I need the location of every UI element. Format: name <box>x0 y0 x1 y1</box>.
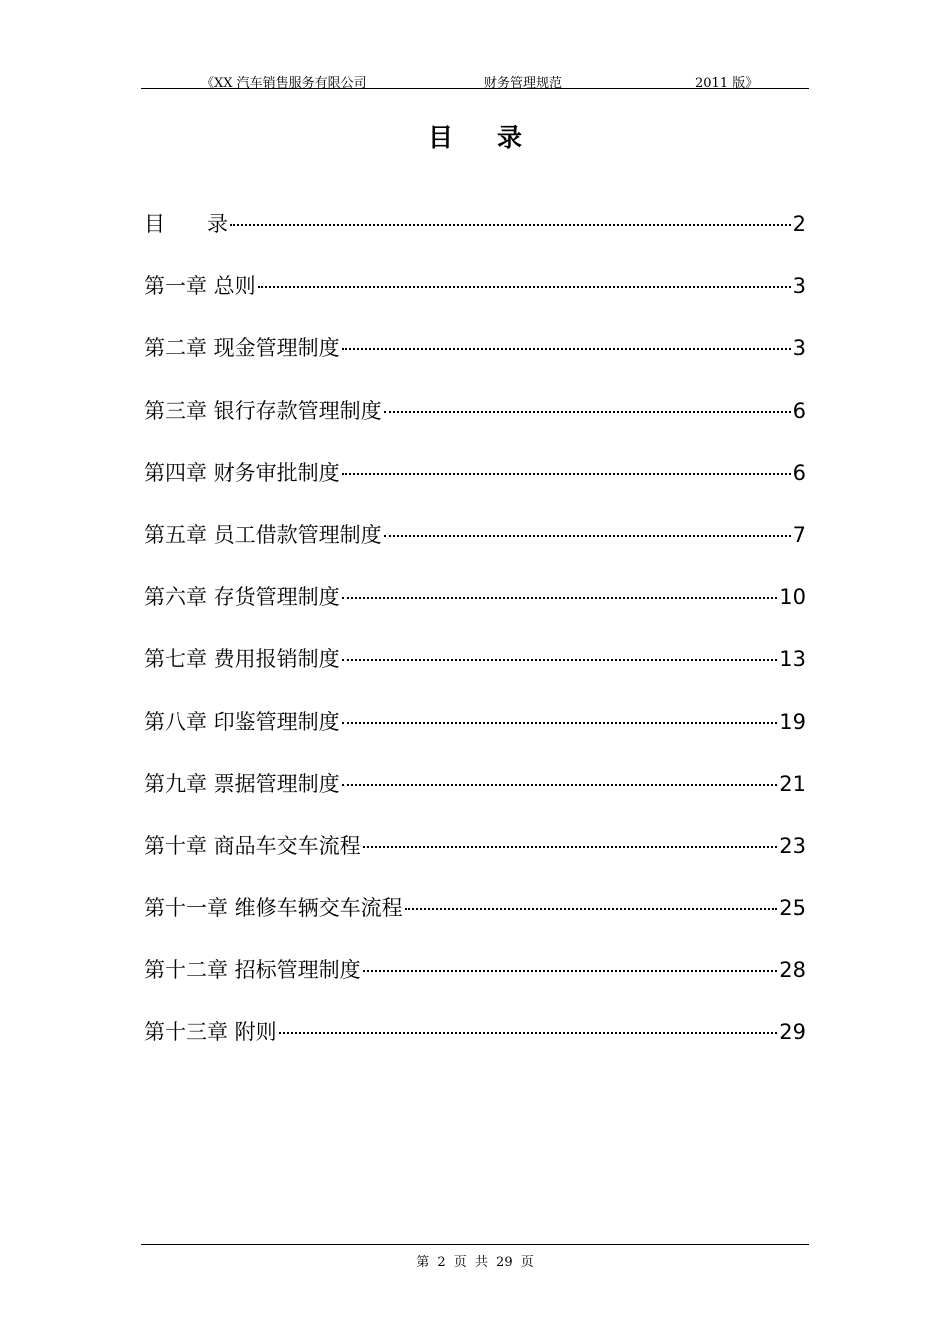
toc-entry-label: 第五章 员工借款管理制度 <box>144 522 382 547</box>
page-header <box>141 68 809 89</box>
toc-heading: 目录 <box>427 123 566 152</box>
dot-leader <box>384 411 791 413</box>
toc-entry-label: 第十三章 附则 <box>144 1020 277 1045</box>
toc-entry-label: 第十二章 招标管理制度 <box>144 958 361 983</box>
dot-leader <box>342 722 778 724</box>
toc-entry[interactable] <box>144 1015 806 1077</box>
toc-entry-page: 13 <box>779 647 806 672</box>
header-edition: 2011 版》 <box>695 76 759 91</box>
toc-entry[interactable] <box>144 953 806 1015</box>
toc-entry-page: 2 <box>792 212 806 236</box>
header-company: 《XX 汽车销售服务有限公司 <box>201 76 367 91</box>
toc-entry-page: 21 <box>779 771 806 796</box>
dot-leader <box>384 535 791 537</box>
toc-entry-page: 29 <box>779 1020 806 1045</box>
dot-leader <box>405 908 778 910</box>
toc-entry-label: 第十一章 维修车辆交车流程 <box>144 896 403 921</box>
page-footer: 第 2 页 共 29 页 <box>141 1244 809 1270</box>
dot-leader <box>363 846 778 848</box>
dot-leader <box>279 1032 778 1034</box>
table-of-contents <box>144 207 806 1078</box>
toc-entry-label: 第六章 存货管理制度 <box>144 585 340 610</box>
toc-entry-label: 第七章 费用报销制度 <box>144 647 340 672</box>
toc-entry-page: 6 <box>792 460 806 485</box>
toc-entry-page: 19 <box>779 709 806 734</box>
toc-entry-page: 7 <box>792 522 806 547</box>
toc-entry[interactable] <box>144 891 806 953</box>
toc-entry-label: 第四章 财务审批制度 <box>144 460 340 485</box>
toc-entry-label: 第一章 总则 <box>144 274 256 299</box>
dot-leader <box>258 286 791 288</box>
toc-entry-label: 第十章 商品车交车流程 <box>144 833 361 858</box>
toc-entry-page: 3 <box>792 336 806 361</box>
toc-entry-label: 第八章 印鉴管理制度 <box>144 709 340 734</box>
toc-entry-page: 6 <box>792 398 806 423</box>
toc-entry[interactable] <box>144 642 806 704</box>
toc-entry[interactable] <box>144 580 806 642</box>
toc-entry-page: 25 <box>779 896 806 921</box>
header-doc-title: 财务管理规范 <box>484 76 563 91</box>
toc-entry-page: 23 <box>779 833 806 858</box>
toc-entry[interactable] <box>144 767 806 829</box>
toc-entry[interactable] <box>144 394 806 456</box>
toc-entry-label: 第三章 银行存款管理制度 <box>144 398 382 423</box>
toc-entry[interactable] <box>144 518 806 580</box>
toc-entry[interactable] <box>144 829 806 891</box>
dot-leader <box>342 784 778 786</box>
toc-entry-page: 3 <box>792 274 806 299</box>
toc-entry[interactable] <box>144 705 806 767</box>
toc-entry[interactable] <box>144 456 806 518</box>
toc-entry[interactable] <box>144 207 806 269</box>
toc-entry-label: 第二章 现金管理制度 <box>144 336 340 361</box>
dot-leader <box>342 597 778 599</box>
toc-entry-page: 10 <box>779 585 806 610</box>
dot-leader <box>342 348 791 350</box>
toc-entry-page: 28 <box>779 958 806 983</box>
dot-leader <box>342 659 778 661</box>
toc-entry-label: 目 录 <box>144 212 228 236</box>
toc-entry[interactable] <box>144 331 806 393</box>
dot-leader <box>342 473 791 475</box>
toc-entry[interactable] <box>144 269 806 331</box>
toc-entry-label: 第九章 票据管理制度 <box>144 771 340 796</box>
dot-leader <box>363 970 778 972</box>
dot-leader <box>230 224 791 226</box>
